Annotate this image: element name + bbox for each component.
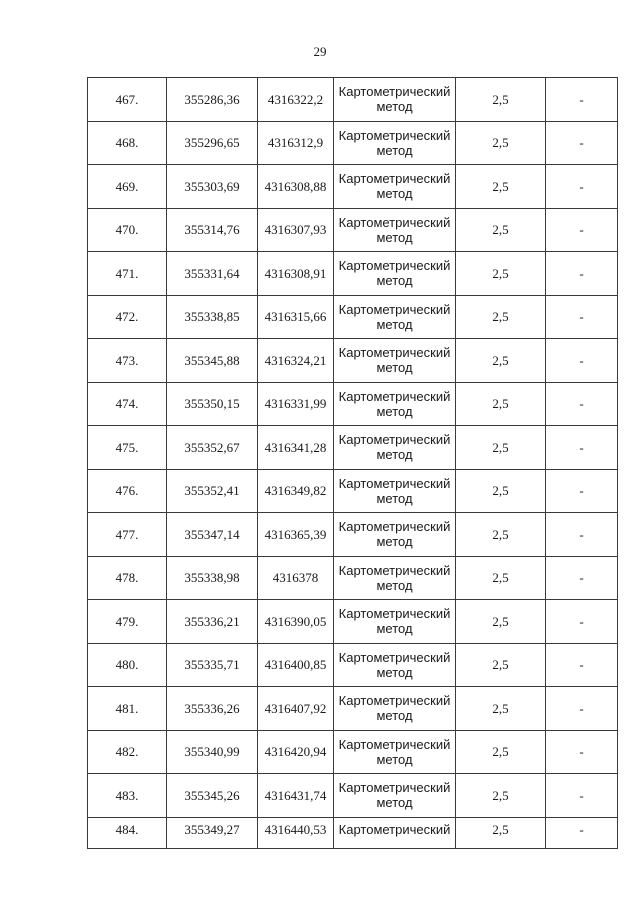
method-cell [334,643,456,687]
y-coordinate-cell: 4316349,82 [258,469,334,513]
table-row [88,165,618,209]
point-number-cell: 468. [88,121,167,165]
x-coordinate-cell: 355296,65 [167,121,258,165]
point-number-cell: 474. [88,382,167,426]
x-coordinate-cell: 355340,99 [167,730,258,774]
method-line-2: метод [376,577,413,593]
accuracy-cell: 2,5 [456,643,546,687]
x-coordinate-cell: 355338,85 [167,295,258,339]
method-line-1: Картометрический [338,606,451,622]
x-coordinate-cell: 355349,27 [167,817,258,848]
table-row [88,426,618,470]
accuracy-cell: 2,5 [456,774,546,818]
y-coordinate-cell: 4316322,2 [258,78,334,122]
x-coordinate-cell: 355352,41 [167,469,258,513]
table-row [88,730,618,774]
point-number-cell: 478. [88,556,167,600]
y-coordinate-cell: 4316390,05 [258,600,334,644]
y-coordinate-cell: 4316312,9 [258,121,334,165]
y-coordinate-cell: 4316308,88 [258,165,334,209]
y-coordinate-cell: 4316331,99 [258,382,334,426]
y-coordinate-cell: 4316378 [258,556,334,600]
table-row [88,469,618,513]
method-line-2: метод [376,273,413,289]
point-number-cell: 480. [88,643,167,687]
x-coordinate-cell: 355338,98 [167,556,258,600]
method-line-2: метод [376,621,413,637]
point-number-cell: 475. [88,426,167,470]
accuracy-cell: 2,5 [456,469,546,513]
method-line-1: Картометрический [338,258,451,274]
accuracy-cell: 2,5 [456,513,546,557]
note-cell: - [546,78,618,122]
x-coordinate-cell: 355347,14 [167,513,258,557]
accuracy-cell: 2,5 [456,165,546,209]
method-cell [334,208,456,252]
table-row [88,817,618,848]
method-line-2: метод [376,751,413,767]
note-cell: - [546,774,618,818]
table-row [88,252,618,296]
point-number-cell: 476. [88,469,167,513]
y-coordinate-cell: 4316440,53 [258,817,334,848]
x-coordinate-cell: 355336,21 [167,600,258,644]
note-cell: - [546,295,618,339]
x-coordinate-cell: 355350,15 [167,382,258,426]
method-line-1: Картометрический [338,475,451,491]
point-number-cell: 473. [88,339,167,383]
method-line-2: метод [376,186,413,202]
method-line-1: Картометрический [338,171,451,187]
accuracy-cell: 2,5 [456,730,546,774]
accuracy-cell: 2,5 [456,600,546,644]
note-cell: - [546,556,618,600]
method-line-2: метод [376,316,413,332]
y-coordinate-cell: 4316315,66 [258,295,334,339]
point-number-cell: 479. [88,600,167,644]
y-coordinate-cell: 4316307,93 [258,208,334,252]
method-cell [334,730,456,774]
point-number-cell: 483. [88,774,167,818]
accuracy-cell: 2,5 [456,295,546,339]
table-row [88,774,618,818]
method-cell [334,774,456,818]
note-cell: - [546,817,618,848]
method-line-1: Картометрический [338,649,451,665]
x-coordinate-cell: 355331,64 [167,252,258,296]
note-cell: - [546,687,618,731]
note-cell: - [546,730,618,774]
coordinates-table-body [88,78,618,849]
method-line-1: Картометрический [338,345,451,361]
method-cell [334,252,456,296]
method-line-2: метод [376,99,413,115]
table-row [88,600,618,644]
method-line-2: метод [376,708,413,724]
page-number: 29 [313,44,327,59]
method-line-2: метод [376,229,413,245]
table-row [88,78,618,122]
method-cell [334,817,456,848]
method-line-1: Картометрический [338,562,451,578]
note-cell: - [546,165,618,209]
note-cell: - [546,121,618,165]
point-number-cell: 484. [88,817,167,848]
method-line-1: Картометрический [338,693,451,709]
accuracy-cell: 2,5 [456,252,546,296]
note-cell: - [546,600,618,644]
method-line-1: Картометрический [338,84,451,100]
method-line-1: Картометрический [338,388,451,404]
method-line-1: Картометрический [338,301,451,317]
coordinates-table [87,77,618,849]
x-coordinate-cell: 355345,88 [167,339,258,383]
y-coordinate-cell: 4316365,39 [258,513,334,557]
method-line-1: Картометрический [338,214,451,230]
method-line-2: метод [376,403,413,419]
method-line-2: метод [376,360,413,376]
y-coordinate-cell: 4316431,74 [258,774,334,818]
method-cell [334,339,456,383]
method-line-2: метод [376,142,413,158]
note-cell: - [546,382,618,426]
method-line-2: метод [376,490,413,506]
method-line-1: Картометрический [338,432,451,448]
table-row [88,295,618,339]
method-cell [334,687,456,731]
method-cell [334,295,456,339]
table-row [88,339,618,383]
note-cell: - [546,339,618,383]
method-cell [334,426,456,470]
point-number-cell: 471. [88,252,167,296]
note-cell: - [546,252,618,296]
x-coordinate-cell: 355352,67 [167,426,258,470]
y-coordinate-cell: 4316308,91 [258,252,334,296]
point-number-cell: 477. [88,513,167,557]
y-coordinate-cell: 4316341,28 [258,426,334,470]
method-cell [334,513,456,557]
note-cell: - [546,469,618,513]
table-row [88,208,618,252]
method-line-1: Картометрический [338,780,451,796]
method-line-1: Картометрический [338,821,451,837]
table-row [88,556,618,600]
method-cell [334,600,456,644]
y-coordinate-cell: 4316407,92 [258,687,334,731]
point-number-cell: 482. [88,730,167,774]
accuracy-cell: 2,5 [456,339,546,383]
table-row [88,643,618,687]
method-line-2: метод [376,447,413,463]
point-number-cell: 470. [88,208,167,252]
note-cell: - [546,513,618,557]
method-line-1: Картометрический [338,519,451,535]
accuracy-cell: 2,5 [456,382,546,426]
note-cell: - [546,208,618,252]
accuracy-cell: 2,5 [456,121,546,165]
method-line-2: метод [376,664,413,680]
y-coordinate-cell: 4316420,94 [258,730,334,774]
method-line-2: метод [376,795,413,811]
method-cell [334,78,456,122]
note-cell: - [546,426,618,470]
accuracy-cell: 2,5 [456,817,546,848]
method-cell [334,165,456,209]
method-line-2: метод [376,534,413,550]
x-coordinate-cell: 355335,71 [167,643,258,687]
x-coordinate-cell: 355336,26 [167,687,258,731]
method-cell [334,382,456,426]
y-coordinate-cell: 4316400,85 [258,643,334,687]
accuracy-cell: 2,5 [456,208,546,252]
accuracy-cell: 2,5 [456,78,546,122]
point-number-cell: 467. [88,78,167,122]
table-row [88,687,618,731]
note-cell: - [546,643,618,687]
method-line-1: Картометрический [338,127,451,143]
method-cell [334,121,456,165]
x-coordinate-cell: 355303,69 [167,165,258,209]
point-number-cell: 469. [88,165,167,209]
method-cell [334,556,456,600]
accuracy-cell: 2,5 [456,687,546,731]
accuracy-cell: 2,5 [456,426,546,470]
x-coordinate-cell: 355314,76 [167,208,258,252]
method-cell [334,469,456,513]
table-row [88,121,618,165]
table-row [88,382,618,426]
point-number-cell: 472. [88,295,167,339]
point-number-cell: 481. [88,687,167,731]
method-line-1: Картометрический [338,736,451,752]
x-coordinate-cell: 355286,36 [167,78,258,122]
x-coordinate-cell: 355345,26 [167,774,258,818]
accuracy-cell: 2,5 [456,556,546,600]
table-row [88,513,618,557]
y-coordinate-cell: 4316324,21 [258,339,334,383]
